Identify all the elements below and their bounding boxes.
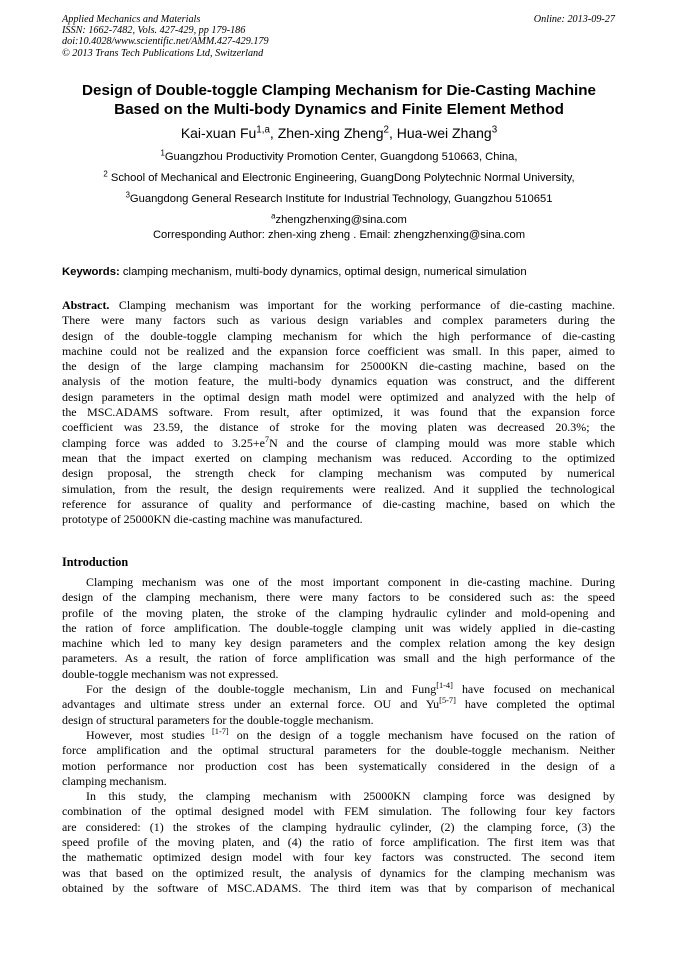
intro-line: obtained by the software of MSC.ADAMS. The third item was that by comparison of mechanical [62, 880, 615, 895]
author-1-sup: 1,a [256, 124, 270, 136]
abstract-line: simulation, from the result, the design requirements were realized. And it supplied the technological [62, 481, 615, 496]
paper-title [40, 81, 638, 119]
affiliation-1 [20, 150, 658, 164]
intro-text: on the design of a toggle mechanism have focused on the ration of [228, 727, 615, 742]
intro-line: motion performance nor production cost has been systematically considered in the design of a [62, 758, 615, 773]
intro-line: the mathematic optimized design model with four key factors was constructed. The second item [62, 850, 615, 865]
intro-line: was that based on the optimized result, the analysis of dynamics for the clamping mechanism was [62, 865, 615, 880]
intro-line: machine which led to many key design parameters and the complex relation among the key design [62, 636, 615, 651]
intro-line: the ration of force amplification. The double-toggle clamping unit was widely applied in die-casting [62, 620, 615, 635]
intro-line [62, 697, 615, 712]
intro-text: advantages and ultimate stress under an external force. OU and Yu [62, 697, 440, 712]
keywords-label: Keywords: [62, 266, 120, 278]
intro-line: double-toggle mechanism was not expressed. [62, 666, 279, 681]
exponent: 7 [264, 434, 270, 444]
abstract-line: design of the double-toggle clamping mechanism for which the high performance of die-casting [62, 328, 615, 343]
abstract-line: design proposal, the strength check for clamping mechanism was computed by numerical [62, 466, 615, 481]
abstract-line: There were many factors such as various design variables and complex parameters during the [62, 313, 615, 328]
title-line-1: Design of Double-toggle Clamping Mechanism for Die-Casting Machine [82, 82, 596, 99]
affiliation-1-sup: 1 [160, 148, 165, 158]
intro-line: combination of the optimal designed model with FEM simulation. The following four key factors [62, 804, 615, 819]
author-2: Zhen-xing Zheng [277, 125, 384, 141]
abstract-line: mean that the impact exerted on clamping mechanism was reduced. According to the optimized [62, 450, 615, 465]
abstract-line [62, 298, 615, 313]
author-3: Hua-wei Zhang [396, 125, 492, 141]
citation: [1-7] [204, 726, 229, 736]
keywords-text: clamping mechanism, multi-body dynamics, optimal design, numerical simulation [119, 266, 527, 278]
abstract-line: the MSC.ADAMS software. From result, after optimized, it was found that the expansion force [62, 405, 615, 420]
abstract-line: coefficient was 23.59, the distance of stroke for the moving platen was decreased 20.3%; the [62, 420, 615, 435]
copyright-line: © 2013 Trans Tech Publications Ltd, Switzerland [62, 47, 264, 59]
intro-line: profile of the moving platen, the stroke of the clamping hydraulic cylinder and mold-opening and [62, 605, 615, 620]
author-email [20, 213, 658, 227]
intro-text: For the design of the double-toggle mechanism, Lin and Fung [86, 682, 437, 697]
intro-line: speed profile of the moving platen, and (4) the ratio of force amplification. The first item was that [62, 835, 615, 850]
intro-line: design of structural parameters for the double-toggle mechanism. [62, 712, 374, 727]
issn-line: ISSN: 1662-7482, Vols. 427-429, pp 179-186 [62, 25, 246, 37]
intro-text: However, most studies [86, 727, 205, 742]
abstract-line: prototype of 25000KN die-casting machine was manufactured. [62, 512, 363, 527]
author-sep-2: , [389, 125, 397, 141]
intro-line: In this study, the clamping mechanism with 25000KN clamping force was designed by [86, 789, 615, 804]
intro-line [62, 682, 615, 697]
author-2-sup: 2 [383, 124, 389, 136]
author-list [40, 124, 638, 142]
journal-header [62, 14, 269, 59]
corresponding-author: Corresponding Author: zhen-xing zheng . Email: zhengzhenxing@sina.com [152, 229, 526, 241]
abstract-line: reference for assurance of quality and performance of die-casting machine, based on which the [62, 496, 615, 511]
abstract-text: clamping force was added to 3.25+e [62, 435, 265, 450]
citation: [5-7] [439, 696, 456, 706]
abstract-line: the design of the large clamping machansim for 25000KN die-casting machine, based on the [62, 359, 615, 374]
online-date: Online: 2013-09-27 [533, 14, 615, 25]
author-sep-1: , [269, 125, 278, 141]
intro-line [62, 728, 615, 743]
intro-line: are considered: (1) the strokes of the clamping hydraulic cylinder, (2) the clamping force, (3) the [62, 819, 615, 834]
intro-text: have completed the optimal [455, 697, 616, 712]
intro-line: Clamping mechanism was one of the most important component in die-casting machine. During [86, 575, 615, 589]
keywords [62, 265, 622, 279]
abstract-line: machine could not be realized and the expansion force coefficient was small. In this paper, aimed to [62, 343, 615, 358]
affiliation-2-text: School of Mechanical and Electronic Engineering, GuangDong Polytechnic Normal University, [107, 172, 575, 184]
doi-line: doi:10.4028/www.scientific.net/AMM.427-429.179 [62, 36, 269, 48]
affiliation-1-text: Guangzhou Productivity Promotion Center, Guangdong 510663, China, [164, 151, 518, 163]
intro-text: have focused on mechanical [452, 682, 615, 697]
affiliation-3-text: Guangdong General Research Institute for Industrial Technology, Guangzhou 510651 [129, 193, 553, 205]
author-3-sup: 3 [491, 124, 498, 136]
intro-line: force amplification and the optimal structural parameters for the double-toggle mechanism. Neither [62, 743, 615, 758]
affiliation-3-sup: 3 [125, 190, 130, 200]
title-line-2: Based on the Multi-body Dynamics and Finite Element Method [114, 101, 564, 118]
affiliation-2-sup: 2 [103, 169, 108, 179]
intro-line: clamping mechanism. [62, 773, 167, 788]
abstract-label: Abstract. [62, 298, 110, 312]
abstract-text: Clamping mechanism was important for the working performance of die-casting machine. [109, 298, 615, 312]
author-1: Kai-xuan Fu [180, 125, 257, 141]
introduction-body [62, 575, 615, 896]
abstract-line: analysis of the motion feature, the multi-body dynamics equation was construct, and the different [62, 374, 615, 389]
journal-name: Applied Mechanics and Materials [62, 14, 201, 25]
introduction-heading: Introduction [62, 555, 129, 569]
abstract-line: design parameters in the optimal design math model were optimized and analyzed with the help of [62, 389, 615, 404]
email-text[interactable]: zhengzhenxing@sina.com [275, 214, 407, 226]
abstract [62, 298, 615, 527]
intro-line: design of the clamping mechanism, there were many factors to be considered such as: the speed [62, 590, 615, 605]
affiliation-3 [20, 192, 658, 206]
abstract-text: N and the course of clamping mould was more stable which [269, 435, 615, 450]
intro-line: parameters. As a result, the ration of force amplification was small and the high performance of the [62, 651, 615, 666]
email-sup: a [271, 211, 276, 221]
abstract-line [62, 436, 615, 451]
affiliation-2 [20, 171, 658, 185]
citation: [1-4] [436, 681, 453, 691]
